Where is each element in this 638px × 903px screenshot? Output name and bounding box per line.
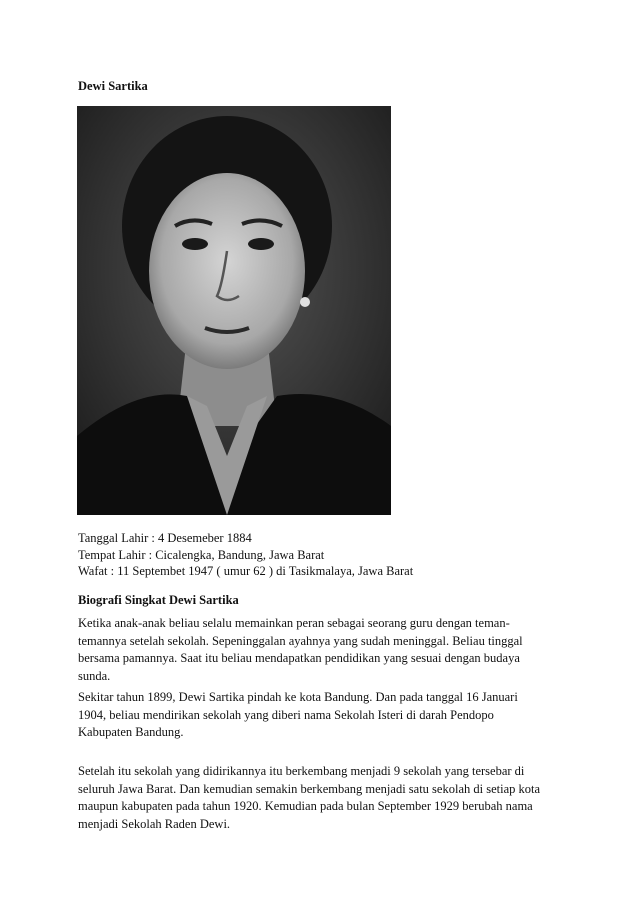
paragraph: [78, 689, 568, 742]
text-line: 1904, beliau mendirikan sekolah yang diberi nama Sekolah Isteri di darah Pendopo: [78, 707, 494, 722]
birth-date: Tanggal Lahir : 4 Desemeber 1884: [78, 531, 252, 545]
text-line: Kabupaten Bandung.: [78, 725, 184, 739]
portrait-image: [77, 106, 391, 515]
text-line: sunda.: [78, 668, 111, 683]
section-heading: Biografi Singkat Dewi Sartika: [78, 593, 239, 607]
text-line: temannya setelah sekolah. Sepeninggalan ayahnya yang sudah meninggal. Beliau tinggal: [78, 633, 523, 648]
death-info: Wafat : 11 Septembet 1947 ( umur 62 ) di Tasikmalaya, Jawa Barat: [78, 564, 414, 578]
text-line: maupun kabupaten pada tahun 1920. Kemudian pada bulan September 1929 berubah nama: [78, 799, 533, 813]
text-line: bersama pamannya. Saat itu beliau mendapatkan pendidikan yang sesuai dengan budaya: [78, 651, 520, 665]
text-line: Setelah itu sekolah yang didirikannya itu berkembang menjadi 9 sekolah yang tersebar di: [78, 764, 525, 778]
text-line: seluruh Jawa Barat. Dan kemudian semakin berkembang menjadi satu sekolah di setiap kota: [78, 781, 541, 796]
text-line: Ketika anak-anak beliau selalu memainkan peran sebagai seorang guru dengan teman-: [78, 616, 510, 630]
paragraph: [78, 763, 568, 833]
text-line: menjadi Sekolah Raden Dewi.: [78, 816, 231, 831]
portrait-photo: [77, 106, 391, 515]
text-line: Sekitar tahun 1899, Dewi Sartika pindah ke kota Bandung. Dan pada tanggal 16 Januari: [78, 690, 518, 704]
paragraph: [78, 615, 568, 685]
page-title: Dewi Sartika: [78, 79, 148, 93]
birth-place: Tempat Lahir : Cicalengka, Bandung, Jawa Barat: [78, 547, 325, 562]
biodata: [78, 530, 413, 580]
